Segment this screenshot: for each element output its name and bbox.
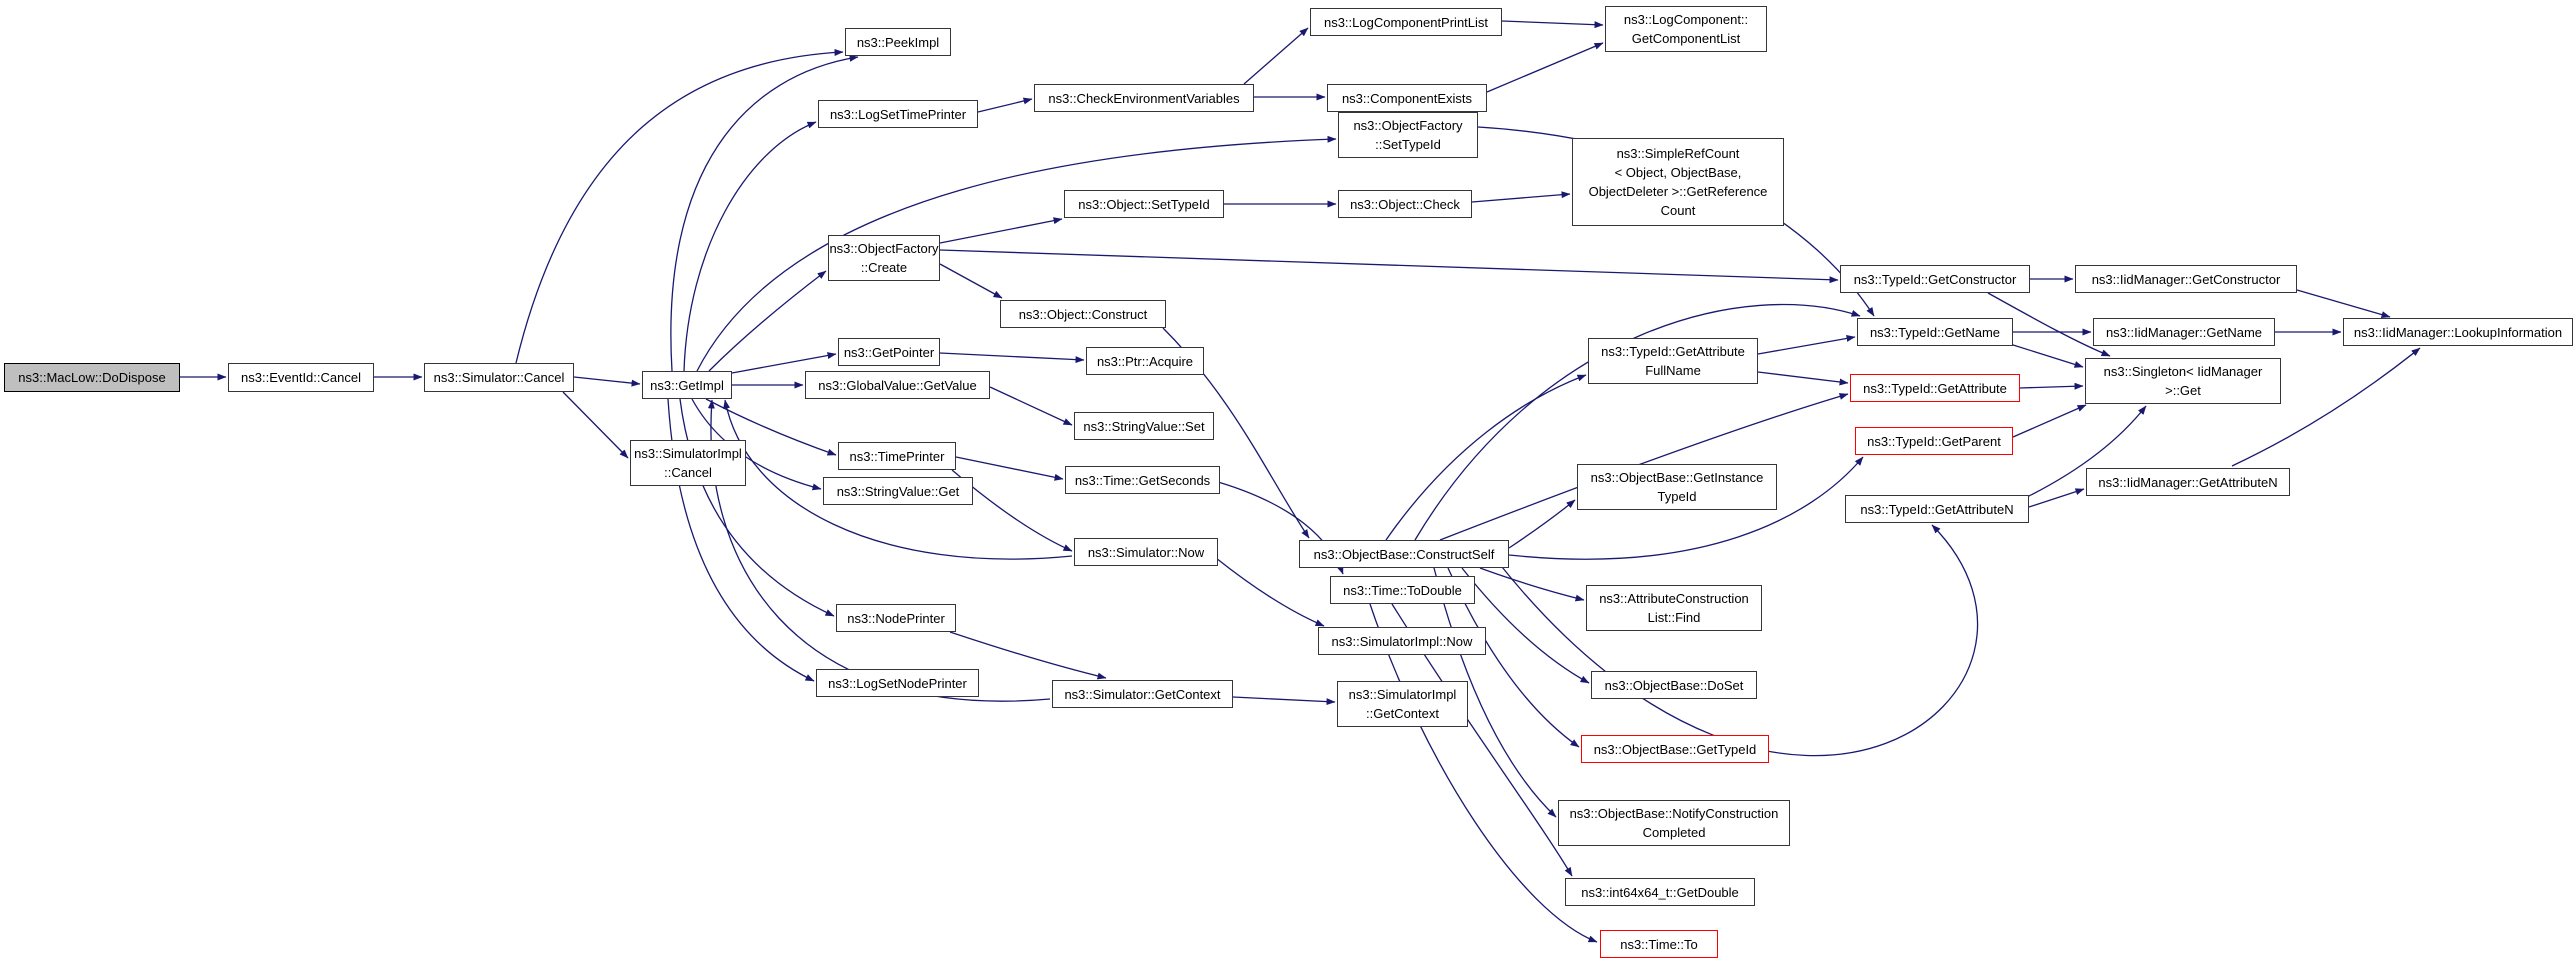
edge-getimpl--nodeprinter xyxy=(680,399,834,616)
node-label-line: ns3::TypeId::GetAttribute xyxy=(1601,344,1745,359)
node-label-line: FullName xyxy=(1645,363,1701,378)
node-typeid-getparent[interactable] xyxy=(1855,427,2013,455)
edge-logsettimeprinter--checkenvironmentvariables xyxy=(978,99,1032,112)
edge-typeid-getparent--singleton-iidmanager-get xyxy=(2013,405,2086,437)
node-label-line: ns3::TimePrinter xyxy=(849,448,945,464)
node-label-line: ns3::EventId::Cancel xyxy=(241,370,361,385)
node-label-line: ns3::int64x64_t::GetDouble xyxy=(1581,884,1739,900)
node-objectbase-doset[interactable] xyxy=(1591,671,1757,699)
node-label-line: Completed xyxy=(1642,825,1706,840)
node-label-line: Count xyxy=(1660,203,1696,218)
node-label-line: ns3::ObjectBase::ConstructSelf xyxy=(1313,546,1495,562)
node-time-to[interactable] xyxy=(1600,930,1718,958)
node-label-line: ::SetTypeId xyxy=(1375,137,1441,152)
node-timeprinter[interactable] xyxy=(838,442,956,470)
node-globalvalue-getvalue[interactable] xyxy=(805,371,990,399)
node-maclow-dodispose xyxy=(4,363,180,392)
node-label-line: ns3::TypeId::GetAttribute xyxy=(1863,380,2007,396)
edge-iidmanager-getconstructor--iidmanager-lookupinformation xyxy=(2297,290,2390,317)
node-simulatorimpl-cancel[interactable] xyxy=(630,440,746,486)
node-label-line: ns3::CheckEnvironmentVariables xyxy=(1048,90,1240,106)
node-iidmanager-lookupinformation[interactable] xyxy=(2343,318,2573,346)
edge-timeprinter--time-getseconds xyxy=(956,457,1063,479)
node-label-line: ns3::IidManager::GetConstructor xyxy=(2091,271,2281,287)
node-label-line: ns3::SimulatorImpl::Now xyxy=(1331,633,1473,649)
node-label-line: List::Find xyxy=(1647,610,1701,625)
node-label-line: ns3::LogComponent:: xyxy=(1623,12,1749,27)
node-iidmanager-getattributen[interactable] xyxy=(2086,468,2290,496)
node-label-line: ns3::Object::Construct xyxy=(1018,306,1148,322)
node-label-line: ns3::ObjectBase::GetInstance xyxy=(1590,470,1764,485)
node-label-line: ::Create xyxy=(860,260,908,275)
node-label-line: ns3::TypeId::GetAttributeN xyxy=(1860,501,2014,517)
node-logcomponent-getcomponentlist[interactable] xyxy=(1605,6,1767,52)
node-label-line: ns3::GetPointer xyxy=(843,344,935,360)
edge-objectfactory-create--object-settypeid xyxy=(940,219,1062,243)
node-object-construct[interactable] xyxy=(1000,300,1166,328)
node-label-line: ns3::IidManager::GetAttributeN xyxy=(2098,474,2278,490)
node-label-line: ns3::Time::GetSeconds xyxy=(1074,472,1211,488)
node-label-line: ns3::Simulator::Now xyxy=(1087,544,1205,560)
node-label-line: ns3::ObjectBase::GetTypeId xyxy=(1593,741,1757,757)
node-label-line: ns3::ObjectFactory xyxy=(829,241,939,256)
node-label-line: ns3::TypeId::GetConstructor xyxy=(1853,271,2017,287)
node-logsetnodeprinter[interactable] xyxy=(816,669,979,697)
node-objectbase-constructself[interactable] xyxy=(1299,540,1509,568)
node-label-line: ns3::LogSetNodePrinter xyxy=(828,675,967,691)
edge-getpointer--ptr-acquire xyxy=(940,353,1084,360)
node-label-line: ns3::SimulatorImpl xyxy=(634,446,742,461)
node-objectfactory-create[interactable] xyxy=(828,235,940,281)
edge-getimpl--logsettimeprinter xyxy=(684,122,816,371)
node-attributeconstructionlist-find[interactable] xyxy=(1586,585,1762,631)
node-label-line: ns3::SimpleRefCount xyxy=(1616,146,1740,161)
node-peekimpl[interactable] xyxy=(845,28,951,56)
node-label-line: ns3::TypeId::GetName xyxy=(1869,324,2001,340)
node-label-line: >::Get xyxy=(2165,383,2201,398)
edge-simulator-cancel--getimpl xyxy=(574,377,640,384)
node-getpointer[interactable] xyxy=(838,338,940,366)
node-label-line: ns3::GlobalValue::GetValue xyxy=(818,377,977,393)
edge-objectfactory-create--typeid-getconstructor xyxy=(940,250,1838,280)
node-componentexists[interactable] xyxy=(1327,84,1487,112)
node-label-line: ns3::Ptr::Acquire xyxy=(1096,353,1194,369)
node-label-line: ns3::PeekImpl xyxy=(856,34,940,50)
node-simulator-cancel[interactable] xyxy=(424,363,574,392)
node-getimpl[interactable] xyxy=(642,371,732,399)
node-typeid-getattributefullname[interactable] xyxy=(1588,338,1758,384)
node-time-getseconds[interactable] xyxy=(1065,466,1220,494)
node-label-line: ns3::ObjectFactory xyxy=(1353,118,1463,133)
edge-objectbase-constructself--attributeconstructionlist-find xyxy=(1480,568,1584,600)
node-checkenvironmentvariables[interactable] xyxy=(1034,84,1254,112)
node-stringvalue-set[interactable] xyxy=(1074,412,1214,440)
node-label-line: ns3::LogComponentPrintList xyxy=(1323,14,1489,30)
node-label-line: < Object, ObjectBase, xyxy=(1614,165,1742,180)
node-objectbase-getinstancetypeid[interactable] xyxy=(1577,464,1777,510)
node-singleton-iidmanager-get[interactable] xyxy=(2085,358,2281,404)
node-simulatorimpl-now[interactable] xyxy=(1318,627,1486,655)
node-int64x64-getdouble[interactable] xyxy=(1565,878,1755,906)
node-label-line: ns3::IidManager::GetName xyxy=(2105,324,2263,340)
edge-simulator-getcontext--simulatorimpl-getcontext xyxy=(1233,697,1335,702)
node-typeid-getname[interactable] xyxy=(1857,318,2013,346)
edge-typeid-getattribute--singleton-iidmanager-get xyxy=(2020,386,2083,388)
node-logsettimeprinter[interactable] xyxy=(818,100,978,128)
node-label-line: ObjectDeleter >::GetReference xyxy=(1588,184,1768,199)
node-iidmanager-getname[interactable] xyxy=(2093,318,2275,346)
node-label-line: ns3::Object::Check xyxy=(1350,196,1460,212)
node-eventid-cancel[interactable] xyxy=(228,363,374,392)
edge-componentexists--logcomponent-getcomponentlist xyxy=(1487,43,1603,92)
node-simplerefcount-getreferencecount[interactable] xyxy=(1572,138,1784,226)
edge-objectbase-constructself--objectbase-doset xyxy=(1462,568,1589,683)
node-nodeprinter[interactable] xyxy=(836,604,956,632)
edge-objectfactory-create--object-construct xyxy=(940,264,1002,298)
node-stringvalue-get[interactable] xyxy=(823,477,973,505)
node-label-line: ns3::TypeId::GetParent xyxy=(1867,433,2001,449)
edge-checkenvironmentvariables--logcomponentprintlist xyxy=(1244,28,1308,84)
node-ptr-acquire[interactable] xyxy=(1086,347,1204,375)
node-objectfactory-settypeid[interactable] xyxy=(1338,112,1478,158)
node-logcomponentprintlist[interactable] xyxy=(1310,8,1502,36)
node-simulator-getcontext[interactable] xyxy=(1052,680,1233,708)
edge-simulator-cancel--simulatorimpl-cancel xyxy=(563,392,628,458)
node-label-line: ns3::Time::To xyxy=(1620,936,1698,952)
node-object-settypeid[interactable] xyxy=(1064,190,1224,218)
node-label-line: ns3::Singleton< IidManager xyxy=(2103,364,2263,379)
node-object-check[interactable] xyxy=(1338,190,1472,218)
node-label-line: ns3::MacLow::DoDispose xyxy=(18,370,166,385)
edge-typeid-getname--singleton-iidmanager-get xyxy=(2010,344,2083,367)
node-simulator-now[interactable] xyxy=(1074,538,1218,566)
node-iidmanager-getconstructor[interactable] xyxy=(2075,265,2297,293)
edge-getimpl--objectfactory-create xyxy=(709,271,826,371)
node-label-line: ns3::IidManager::LookupInformation xyxy=(2353,324,2563,340)
edge-simulator-now--simulatorimpl-now xyxy=(1216,558,1324,626)
node-label-line: ns3::NodePrinter xyxy=(847,610,945,626)
node-label-line: ns3::GetImpl xyxy=(650,377,724,393)
node-label-line: ::Cancel xyxy=(664,465,712,480)
node-label-line: ns3::LogSetTimePrinter xyxy=(829,106,967,122)
edge-simulator-cancel--peekimpl xyxy=(516,52,843,363)
node-label-line: ns3::ObjectBase::DoSet xyxy=(1604,677,1744,693)
node-label-line: ns3::ObjectBase::NotifyConstruction xyxy=(1569,806,1779,821)
node-typeid-getattributen[interactable] xyxy=(1845,495,2029,523)
node-label-line: TypeId xyxy=(1657,489,1697,504)
node-label-line: GetComponentList xyxy=(1631,31,1741,46)
node-simulatorimpl-getcontext[interactable] xyxy=(1337,681,1468,727)
node-label-line: ns3::AttributeConstruction xyxy=(1599,591,1749,606)
edge-object-check--simplerefcount-getreferencecount xyxy=(1472,194,1570,202)
node-typeid-getconstructor[interactable] xyxy=(1840,265,2030,293)
node-typeid-getattribute[interactable] xyxy=(1850,374,2020,402)
node-time-todouble[interactable] xyxy=(1330,576,1475,604)
edge-typeid-getattributefullname--typeid-getattribute xyxy=(1758,372,1848,383)
node-label-line: ns3::StringValue::Set xyxy=(1083,418,1205,434)
edge-objectbase-constructself--objectbase-getinstancetypeid xyxy=(1509,500,1575,548)
node-label-line: ns3::Simulator::Cancel xyxy=(433,370,565,385)
node-objectbase-gettypeid[interactable] xyxy=(1581,735,1769,763)
node-label-line: ns3::ComponentExists xyxy=(1341,90,1473,106)
node-label-line: ns3::Time::ToDouble xyxy=(1343,582,1462,598)
edge-logcomponentprintlist--logcomponent-getcomponentlist xyxy=(1502,21,1603,25)
node-label-line: ::GetContext xyxy=(1366,706,1439,721)
edge-typeid-getattributefullname--typeid-getname xyxy=(1758,337,1855,354)
edge-getimpl--objectfactory-settypeid xyxy=(697,139,1336,371)
node-label-line: ns3::Object::SetTypeId xyxy=(1078,196,1210,212)
node-label-line: ns3::Simulator::GetContext xyxy=(1064,686,1221,702)
node-label-line: ns3::StringValue::Get xyxy=(836,483,960,499)
node-objectbase-notifyconstructioncompleted[interactable] xyxy=(1558,800,1790,846)
node-label-line: ns3::SimulatorImpl xyxy=(1348,687,1457,702)
edge-globalvalue-getvalue--stringvalue-set xyxy=(990,387,1072,425)
